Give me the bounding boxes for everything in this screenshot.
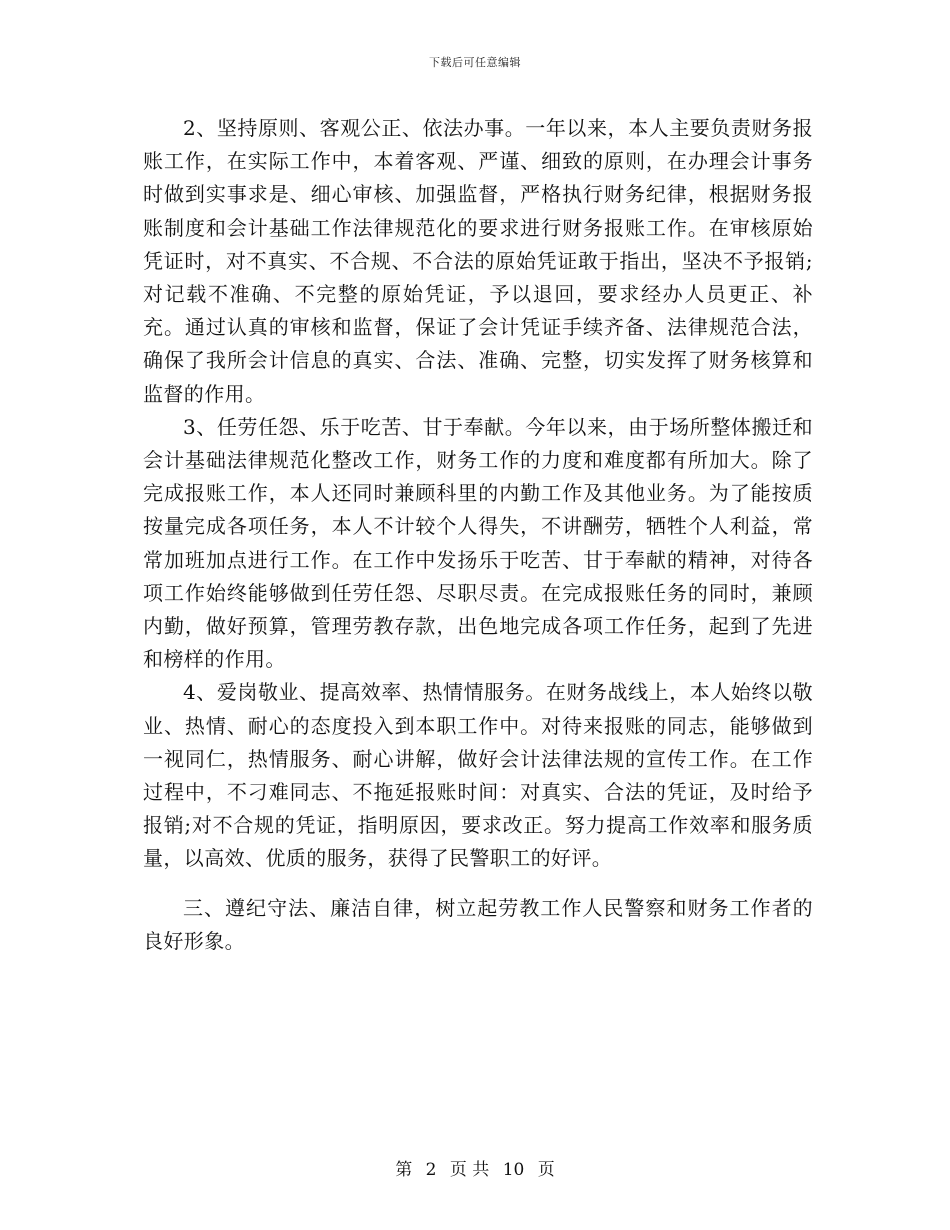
paragraph-item-4: 4、爱岗敬业、提高效率、热情情服务。在财务战线上，本人始终以敬业、热情、耐心的态度投入到本职工作中。对待来报账的同志，能够做到一视同仁，热情服务、耐心讲解，做好会计法律法规的宣传工作。在工作过程中，不刁难同志、不拖延报账时间：对真实、合法的凭证，及时给予报销;对不合规的凭证，指明原因，要求改正。努力提高工作效率和服务质量，以高效、优质的服务，获得了民警职工的好评。: [143, 680, 813, 871]
section-heading-3: 三、遵纪守法、廉洁自律，树立起劳教工作人民警察和财务工作者的良好形象。: [143, 895, 813, 953]
footer-prefix: 第: [395, 1160, 413, 1180]
document-body: [143, 112, 813, 958]
page-header: 下载后可任意编辑: [429, 56, 521, 69]
paragraph-item-3: 3、任劳任怨、乐于吃苦、甘于奉献。今年以来，由于场所整体搬迁和会计基础法律规范化整改工作，财务工作的力度和难度都有所加大。除了完成报账工作，本人还同时兼顾科里的内勤工作及其他业务。为了能按质按量完成各项任务，本人不计较个人得失，不讲酬劳，牺牲个人利益，常常加班加点进行工作。在工作中发扬乐于吃苦、甘于奉献的精神，对待各项工作始终能够做到任劳任怨、尽职尽责。在完成报账任务的同时，兼顾内勤，做好预算，管理劳教存款，出色地完成各项工作任务，起到了先进和榜样的作用。: [143, 414, 813, 672]
page-footer: [0, 1155, 950, 1180]
paragraph-item-2: 2、坚持原则、客观公正、依法办事。一年以来，本人主要负责财务报账工作，在实际工作中，本着客观、严谨、细致的原则，在办理会计事务时做到实事求是、细心审核、加强监督，严格执行财务纪律，根据财务报账制度和会计基础工作法律规范化的要求进行财务报账工作。在审核原始凭证时，对不真实、不合规、不合法的原始凭证敢于指出，坚决不予报销;对记载不准确、不完整的原始凭证，予以退回，要求经办人员更正、补充。通过认真的审核和监督，保证了会计凭证手续齐备、法律规范合法，确保了我所会计信息的真实、合法、准确、完整，切实发挥了财务核算和监督的作用。: [143, 116, 813, 406]
footer-suffix: 页: [537, 1160, 555, 1180]
footer-middle: 页 共: [449, 1160, 490, 1180]
footer-page-number: 2: [425, 1160, 437, 1180]
footer-total-pages: 10: [502, 1160, 525, 1180]
